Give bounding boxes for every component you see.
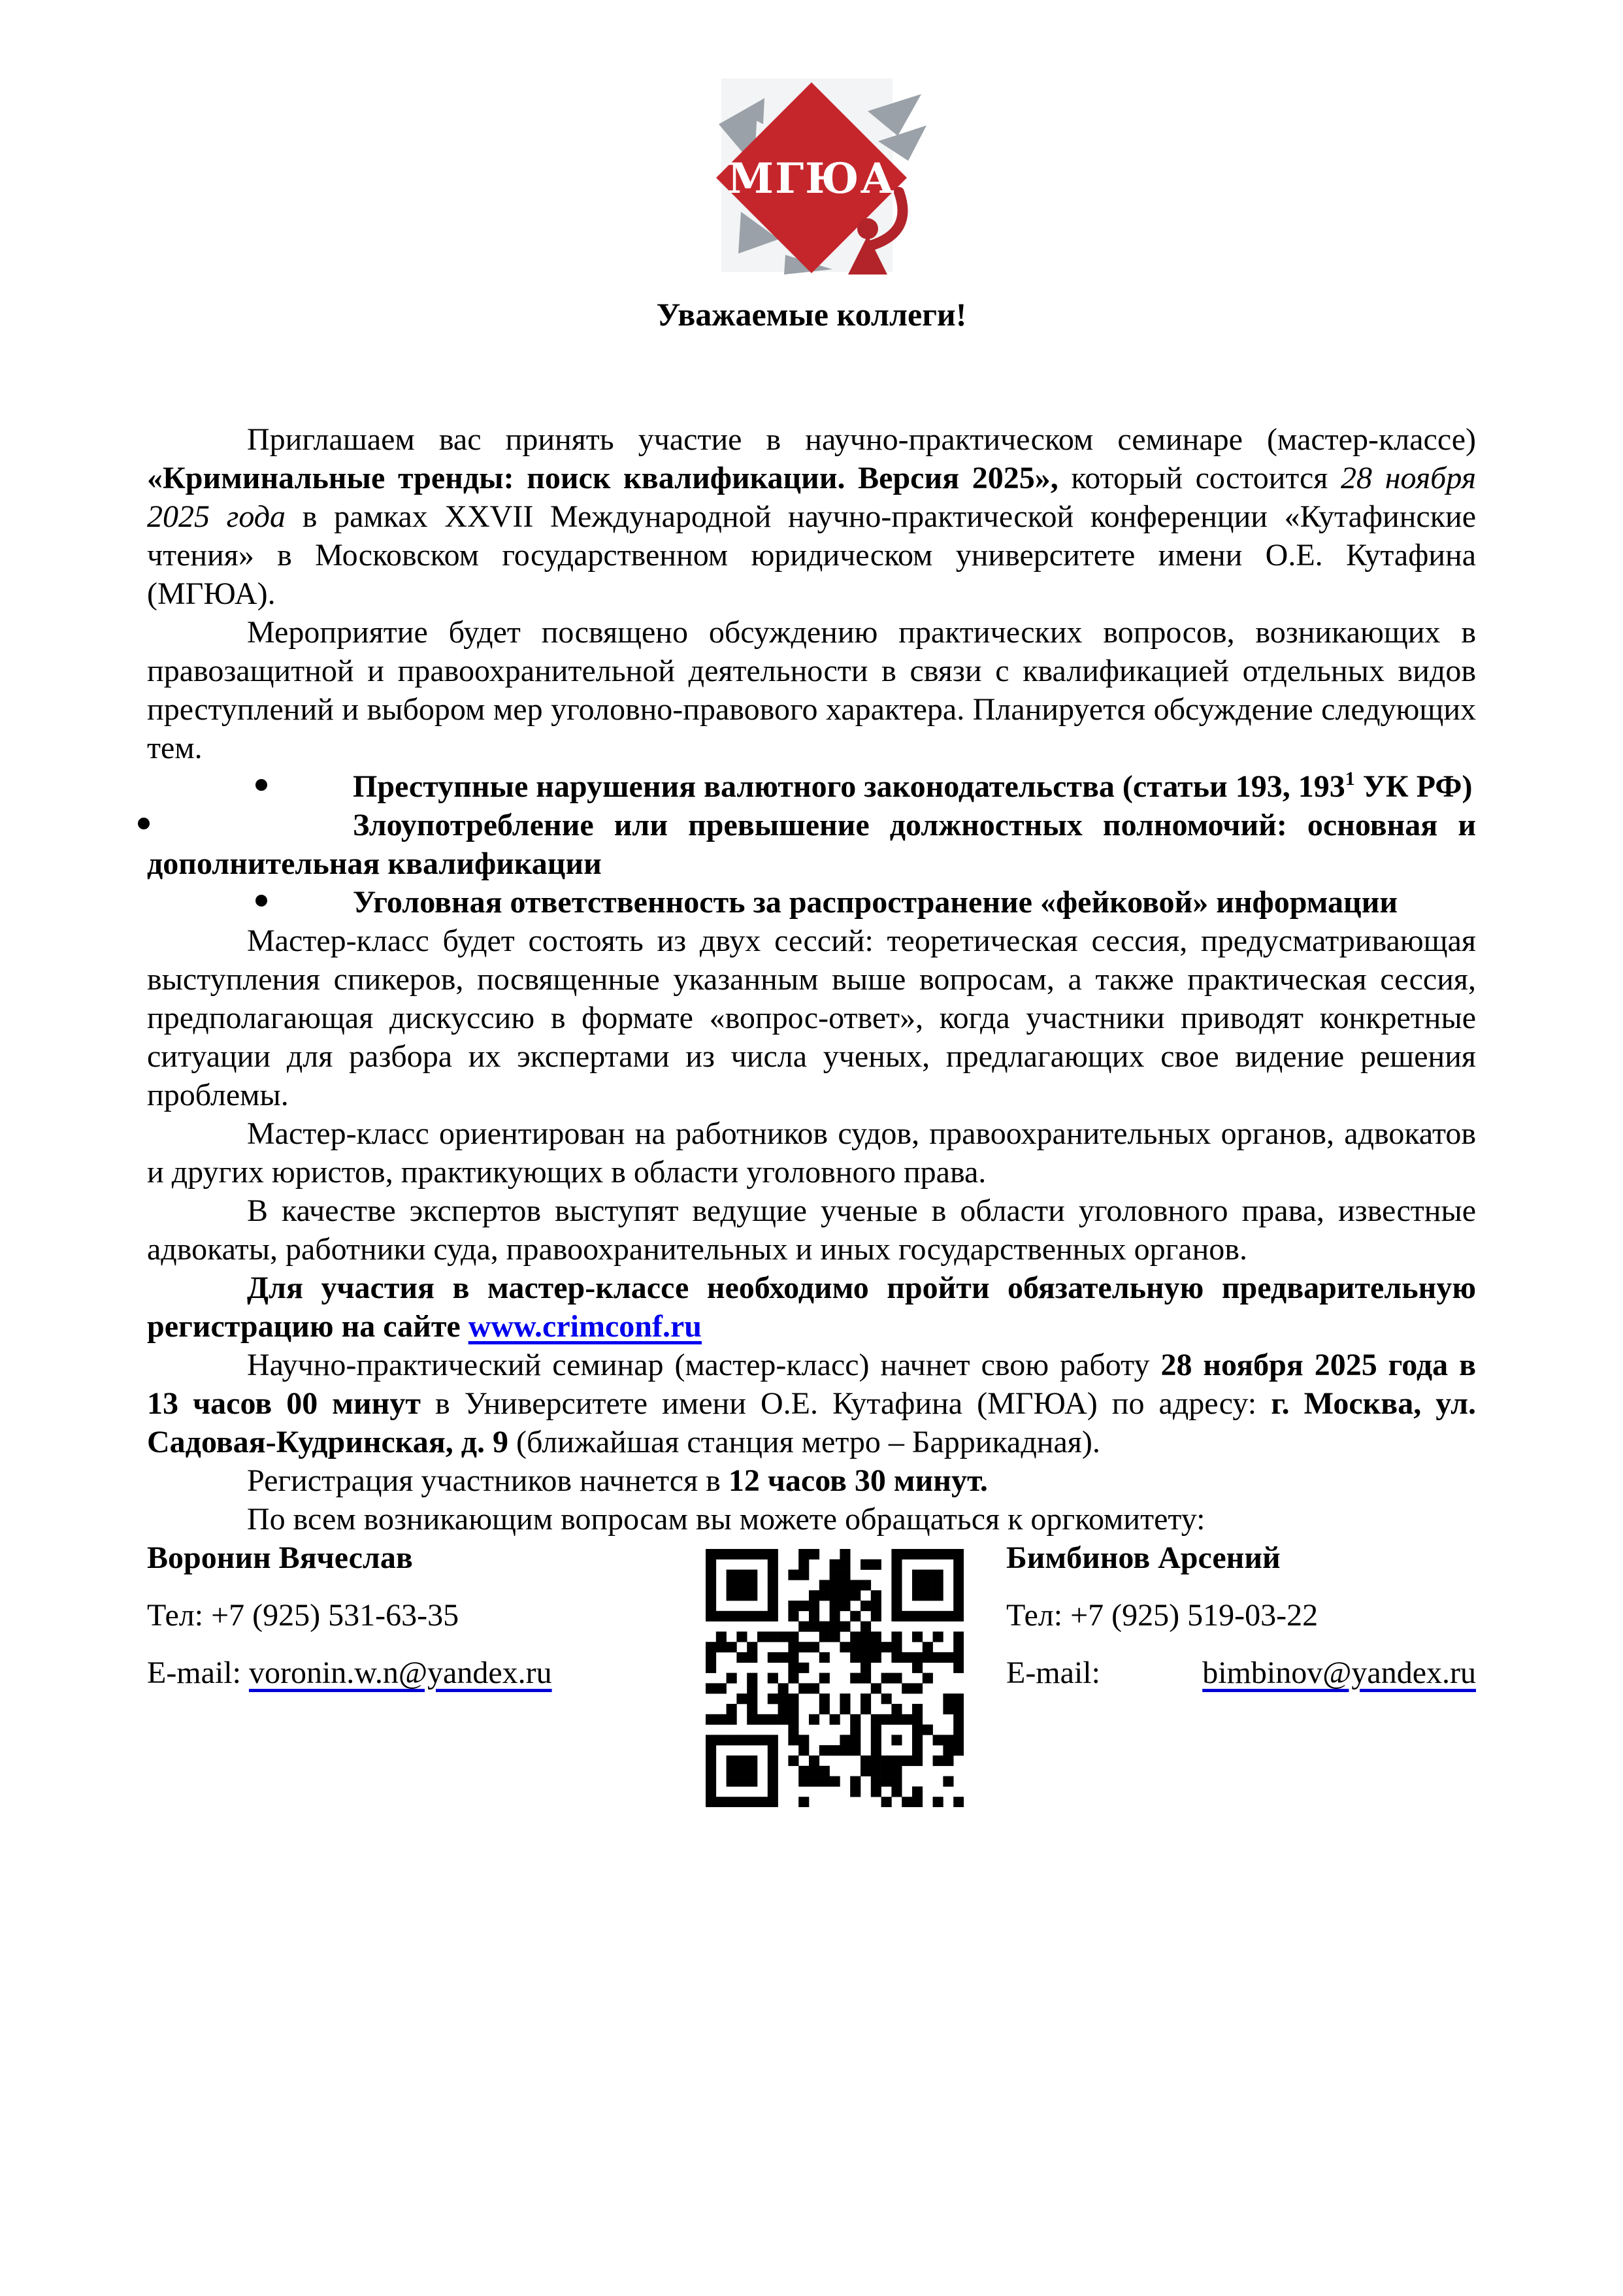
logo-text: МГЮА [727,154,896,203]
paragraph-registration [147,1269,1476,1346]
mgua-logo-graphic [681,73,942,284]
paragraph-sessions: Мастер-класс будет состоять из двух сессий: теоретическая сессия, предусматривающая выступления спикеров, посвященные указанным выше вопросам, а также практическая сессия, предполагающая дискуссию в формате «вопрос-ответ», когда участники приводят конкретные ситуации для разбора их экспертами из числа ученых, предлагающих свое видение решения проблемы. [147,923,1476,1112]
text-run: 28 ноября 2025 года в 13 часов 00 минут [147,1348,1477,1421]
bullet-text [147,808,1476,881]
text-run: 12 часов 30 минут. [728,1463,988,1498]
paragraph-venue [147,1346,1476,1461]
hyperlink[interactable]: www.crimconf.ru [468,1309,702,1344]
contact-phone: Тел: +7 (925) 531-63-35 [147,1598,459,1633]
text-run: в Университете имени О.Е. Кутафина (МГЮА) по адресу: [420,1386,1271,1421]
text-run: Преступные нарушения валютного законодательства (статьи 193, 193 [353,769,1345,804]
contact-name: Бимбинов Арсений [1006,1540,1281,1575]
qr-code [706,1549,964,1807]
bullet-dot [138,818,150,829]
email-link-bimbinov[interactable]: bimbinov@yandex.ru [1202,1655,1476,1690]
bullet-text [353,769,1472,804]
paragraph-invitation [147,420,1476,613]
contact-phone: Тел: +7 (925) 519-03-22 [1006,1598,1319,1633]
qr-column [706,1539,1006,1807]
text-run: в рамках XXVII Международной научно-практической конференции «Кутафинские чтения» в Московском государственном юридическом университете имени О.Е. Кутафина (МГЮА). [147,499,1477,611]
contact-name: Воронин Вячеслав [147,1540,413,1575]
text-run: г. Москва, ул. Садовая-Кудринская, д. 9 [147,1386,1477,1459]
paragraph-experts: В качестве экспертов выступят ведущие ученые в области уголовного права, известные адвокаты, работники суда, правоохранительных и иных государственных органов. [147,1193,1476,1267]
text-run: «Криминальные тренды: поиск квалификации. Версия 2025», [147,461,1072,495]
text-run: УК РФ) [1354,769,1473,804]
text-run: Регистрация участников начнется в [247,1463,729,1498]
paragraph-event-topic: Мероприятие будет посвящено обсуждению практических вопросов, возникающих в правозащитной и правоохранительной деятельности в связи с квалификацией отдельных видов преступлений и выбором мер уголовно-правового характера. Планируется обсуждение следующих тем. [147,615,1476,765]
text-run: Злоупотребление или превышение должностных полномочий: основная и дополнительная квалификации [147,808,1476,881]
paragraph-registration-time [147,1461,1476,1500]
page-title: Уважаемые коллеги! [656,296,967,333]
contacts-section [147,1539,1476,1807]
text-run: (ближайшая станция метро – Баррикадная). [516,1425,1100,1459]
bullet-item-abuse-of-power [147,806,1476,883]
email-label: E-mail: [147,1655,249,1690]
contact-email-row [1006,1654,1476,1692]
contact-voronin [147,1539,706,1807]
text-run: 1 [1345,768,1355,790]
bullet-dot [255,895,267,907]
email-label: E-mail: [1006,1655,1100,1690]
text-run: Научно-практический семинар (мастер-класс) начнет свою работу [247,1348,1161,1382]
bullet-item-fake-information [147,883,1476,922]
contact-email-row [147,1654,706,1692]
text-run: 28 ноября 2025 года [147,461,1476,534]
bullet-text [353,885,1398,920]
contact-bimbinov [1006,1539,1476,1807]
bullet-dot [255,779,267,791]
text-run: Приглашаем вас принять участие в научно-практическом семинаре (мастер-классе) [247,422,1476,457]
text-run: который состоится [1071,461,1341,495]
mgua-logo [681,73,942,284]
email-link-voronin[interactable]: voronin.w.n@yandex.ru [248,1655,552,1690]
text-run: Уголовная ответственность за распространение «фейковой» информации [353,885,1398,920]
bullet-item-currency-crimes [147,767,1476,806]
text-run: Для участия в мастер-классе необходимо пройти обязательную предварительную регистрацию на сайте [147,1271,1476,1344]
paragraph-orgcommittee: По всем возникающим вопросам вы можете обращаться к оргкомитету: [247,1502,1205,1537]
paragraph-audience: Мастер-класс ориентирован на работников судов, правоохранительных органов, адвокатов и других юристов, практикующих в области уголовного права. [147,1116,1476,1190]
